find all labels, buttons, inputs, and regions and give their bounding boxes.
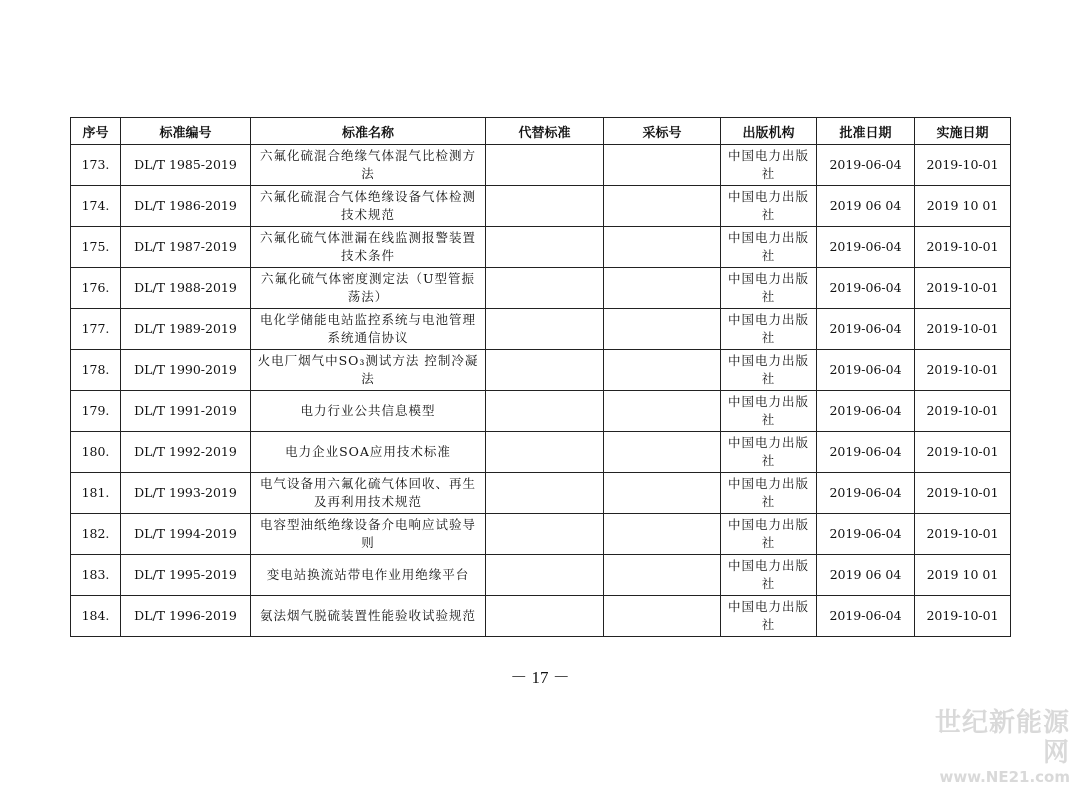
row-adopted-standard	[604, 227, 721, 268]
header-replaces: 代替标准	[486, 118, 604, 145]
row-replaces	[486, 350, 604, 391]
row-standard-name: 氨法烟气脱硫装置性能验收试验规范	[251, 596, 486, 637]
row-publisher: 中国电力出版社	[721, 514, 817, 555]
table-row	[71, 555, 1011, 596]
table-row	[71, 268, 1011, 309]
row-standard-name: 电力企业SOA应用技术标准	[251, 432, 486, 473]
row-serial: 173.	[71, 145, 121, 186]
row-approval-date: 2019 06 04	[817, 186, 915, 227]
row-replaces	[486, 227, 604, 268]
row-effective-date: 2019-10-01	[915, 432, 1011, 473]
row-adopted-standard	[604, 596, 721, 637]
row-effective-date: 2019-10-01	[915, 350, 1011, 391]
row-publisher: 中国电力出版社	[721, 432, 817, 473]
row-standard-code: DL/T 1992-2019	[121, 432, 251, 473]
row-adopted-standard	[604, 350, 721, 391]
row-approval-date: 2019-06-04	[817, 473, 915, 514]
row-standard-name: 电力行业公共信息模型	[251, 391, 486, 432]
row-approval-date: 2019-06-04	[817, 145, 915, 186]
table-header-row	[71, 118, 1011, 145]
row-serial: 178.	[71, 350, 121, 391]
table-row	[71, 391, 1011, 432]
row-replaces	[486, 145, 604, 186]
table-row	[71, 473, 1011, 514]
row-standard-code: DL/T 1991-2019	[121, 391, 251, 432]
row-approval-date: 2019-06-04	[817, 596, 915, 637]
row-standard-code: DL/T 1995-2019	[121, 555, 251, 596]
row-standard-name: 六氟化硫气体密度测定法（U型管振荡法）	[251, 268, 486, 309]
row-standard-name: 火电厂烟气中SO₃测试方法 控制冷凝法	[251, 350, 486, 391]
row-standard-name: 变电站换流站带电作业用绝缘平台	[251, 555, 486, 596]
table-row	[71, 514, 1011, 555]
table-row	[71, 309, 1011, 350]
header-effective-date: 实施日期	[915, 118, 1011, 145]
row-replaces	[486, 186, 604, 227]
watermark-site-url: www.NE21.com	[939, 768, 1070, 786]
row-serial: 182.	[71, 514, 121, 555]
row-publisher: 中国电力出版社	[721, 350, 817, 391]
row-effective-date: 2019-10-01	[915, 596, 1011, 637]
row-adopted-standard	[604, 145, 721, 186]
row-approval-date: 2019-06-04	[817, 432, 915, 473]
row-replaces	[486, 309, 604, 350]
row-standard-code: DL/T 1996-2019	[121, 596, 251, 637]
header-publisher: 出版机构	[721, 118, 817, 145]
row-standard-code: DL/T 1994-2019	[121, 514, 251, 555]
row-adopted-standard	[604, 514, 721, 555]
row-serial: 176.	[71, 268, 121, 309]
row-replaces	[486, 514, 604, 555]
row-standard-name: 六氟化硫混合绝缘气体混气比检测方法	[251, 145, 486, 186]
site-watermark	[910, 708, 1070, 786]
row-effective-date: 2019-10-01	[915, 309, 1011, 350]
row-publisher: 中国电力出版社	[721, 145, 817, 186]
row-replaces	[486, 268, 604, 309]
table-row	[71, 186, 1011, 227]
table-row	[71, 432, 1011, 473]
row-adopted-standard	[604, 555, 721, 596]
header-standard-code: 标准编号	[121, 118, 251, 145]
row-effective-date: 2019-10-01	[915, 391, 1011, 432]
row-standard-name: 六氟化硫气体泄漏在线监测报警装置技术条件	[251, 227, 486, 268]
row-replaces	[486, 596, 604, 637]
row-effective-date: 2019-10-01	[915, 473, 1011, 514]
header-adopted-standard: 采标号	[604, 118, 721, 145]
row-publisher: 中国电力出版社	[721, 473, 817, 514]
table-body	[71, 145, 1011, 637]
row-serial: 179.	[71, 391, 121, 432]
row-serial: 184.	[71, 596, 121, 637]
row-effective-date: 2019-10-01	[915, 268, 1011, 309]
row-approval-date: 2019-06-04	[817, 350, 915, 391]
row-standard-name: 电化学储能电站监控系统与电池管理系统通信协议	[251, 309, 486, 350]
row-serial: 177.	[71, 309, 121, 350]
page-number: － 17 －	[510, 668, 570, 687]
row-effective-date: 2019 10 01	[915, 555, 1011, 596]
row-standard-name: 六氟化硫混合气体绝缘设备气体检测技术规范	[251, 186, 486, 227]
row-adopted-standard	[604, 391, 721, 432]
row-adopted-standard	[604, 268, 721, 309]
table-row	[71, 145, 1011, 186]
row-publisher: 中国电力出版社	[721, 391, 817, 432]
row-replaces	[486, 473, 604, 514]
row-effective-date: 2019-10-01	[915, 145, 1011, 186]
row-approval-date: 2019 06 04	[817, 555, 915, 596]
row-publisher: 中国电力出版社	[721, 596, 817, 637]
row-serial: 181.	[71, 473, 121, 514]
row-effective-date: 2019-10-01	[915, 227, 1011, 268]
table-row	[71, 350, 1011, 391]
watermark-site-name: 世纪新能源网	[934, 708, 1070, 768]
header-approval-date: 批准日期	[817, 118, 915, 145]
row-serial: 180.	[71, 432, 121, 473]
row-standard-code: DL/T 1985-2019	[121, 145, 251, 186]
row-publisher: 中国电力出版社	[721, 268, 817, 309]
row-approval-date: 2019-06-04	[817, 514, 915, 555]
standards-table	[70, 117, 1011, 637]
row-publisher: 中国电力出版社	[721, 186, 817, 227]
row-effective-date: 2019 10 01	[915, 186, 1011, 227]
header-standard-name: 标准名称	[251, 118, 486, 145]
row-publisher: 中国电力出版社	[721, 555, 817, 596]
header-serial: 序号	[71, 118, 121, 145]
row-standard-code: DL/T 1989-2019	[121, 309, 251, 350]
row-publisher: 中国电力出版社	[721, 227, 817, 268]
row-adopted-standard	[604, 432, 721, 473]
row-adopted-standard	[604, 473, 721, 514]
row-approval-date: 2019-06-04	[817, 391, 915, 432]
row-replaces	[486, 555, 604, 596]
row-standard-code: DL/T 1993-2019	[121, 473, 251, 514]
row-approval-date: 2019-06-04	[817, 227, 915, 268]
table-row	[71, 227, 1011, 268]
row-replaces	[486, 391, 604, 432]
row-replaces	[486, 432, 604, 473]
row-standard-code: DL/T 1986-2019	[121, 186, 251, 227]
row-effective-date: 2019-10-01	[915, 514, 1011, 555]
row-standard-code: DL/T 1990-2019	[121, 350, 251, 391]
row-publisher: 中国电力出版社	[721, 309, 817, 350]
row-standard-name: 电气设备用六氟化硫气体回收、再生及再利用技术规范	[251, 473, 486, 514]
row-standard-code: DL/T 1987-2019	[121, 227, 251, 268]
row-serial: 175.	[71, 227, 121, 268]
row-serial: 183.	[71, 555, 121, 596]
row-serial: 174.	[71, 186, 121, 227]
row-adopted-standard	[604, 186, 721, 227]
row-approval-date: 2019-06-04	[817, 268, 915, 309]
row-standard-name: 电容型油纸绝缘设备介电响应试验导则	[251, 514, 486, 555]
row-adopted-standard	[604, 309, 721, 350]
row-standard-code: DL/T 1988-2019	[121, 268, 251, 309]
row-approval-date: 2019-06-04	[817, 309, 915, 350]
table-row	[71, 596, 1011, 637]
